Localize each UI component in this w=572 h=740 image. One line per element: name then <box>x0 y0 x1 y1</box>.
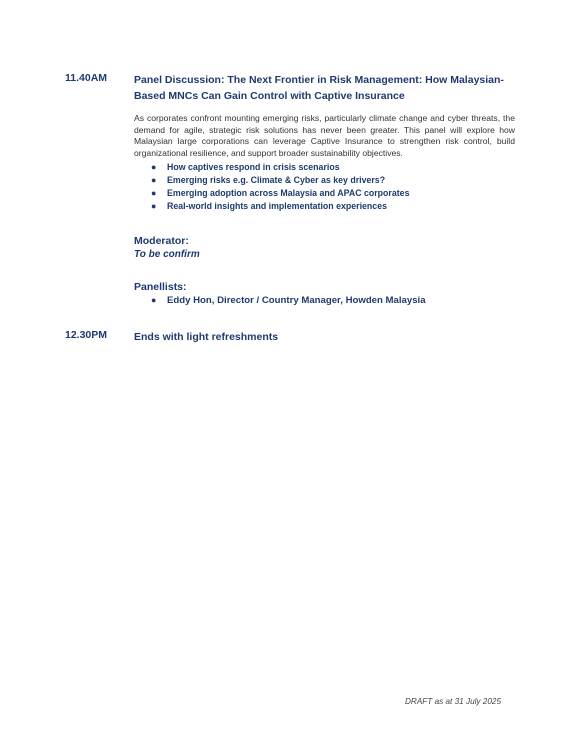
session-title: Ends with light refreshments <box>134 331 279 343</box>
bullet-text: How captives respond in crisis scenarios <box>167 162 340 172</box>
panellist-name: Eddy Hon, Director / Country Manager, Howden Malaysia <box>167 295 426 306</box>
list-item <box>134 187 515 200</box>
moderator-label: Moderator: <box>134 235 189 247</box>
list-item <box>134 200 515 213</box>
session-description: As corporates confront mounting emerging risks, particularly climate change and cyber threats, the demand for agile, strategic risk solutions has never been greater. This panel will explore how Malaysian large corporations can leverage Captive Insurance to strengthen risk control, build organizational resilience, and support broader sustainability objectives. <box>134 113 515 158</box>
draft-footer-note: DRAFT as at 31 July 2025 <box>405 697 502 706</box>
session-time: 12.30PM <box>65 329 108 341</box>
session-content <box>134 72 515 307</box>
session-title-line-2: Based MNCs Can Gain Control with Captive Insurance <box>134 90 405 102</box>
moderator-value: To be confirm <box>134 249 200 260</box>
session-content <box>134 329 515 345</box>
session-time: 11.40AM <box>65 72 108 84</box>
bullet-text: Real-world insights and implementation experiences <box>167 201 387 211</box>
topic-bullet-list <box>134 161 515 213</box>
panellists-label: Panellists: <box>134 281 187 293</box>
session-title-line-1: Panel Discussion: The Next Frontier in Risk Management: How Malaysian- <box>134 74 504 86</box>
list-item <box>134 174 515 187</box>
bullet-text: Emerging risks e.g. Climate & Cyber as key drivers? <box>167 175 386 185</box>
list-item <box>134 161 515 174</box>
panellist-list <box>134 294 515 307</box>
bullet-dot-icon: ● <box>151 175 157 185</box>
bullet-text: Emerging adoption across Malaysia and APAC corporates <box>167 188 410 198</box>
bullet-dot-icon: ● <box>151 162 157 172</box>
bullet-dot-icon: ● <box>151 201 157 211</box>
session-title <box>134 72 515 104</box>
bullet-dot-icon: ● <box>151 188 157 198</box>
list-item <box>134 294 515 307</box>
bullet-dot-icon: ● <box>151 295 157 305</box>
